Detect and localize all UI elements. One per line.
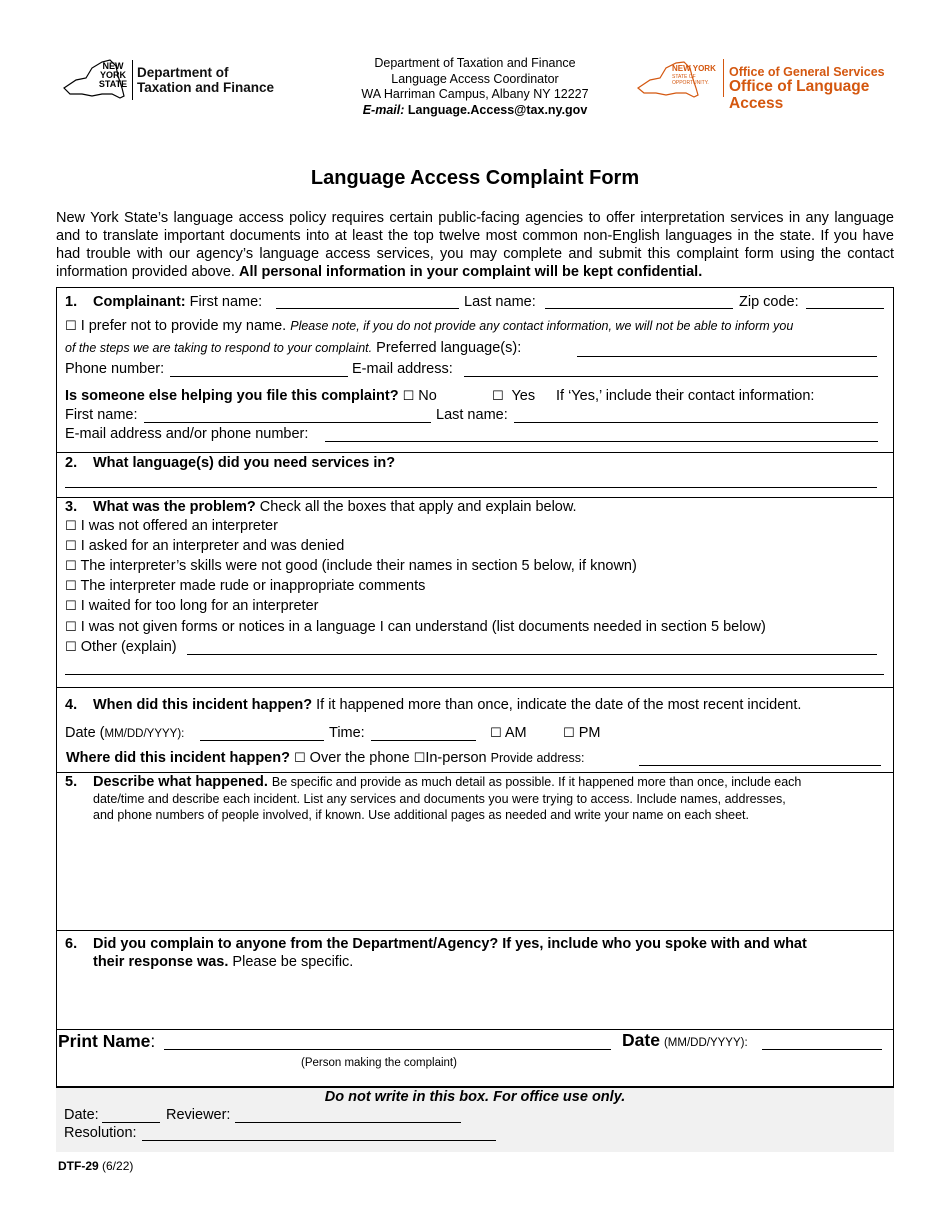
- nys-dtf-logo: NEW YORK STATE Department of Taxation and Finance: [62, 58, 282, 104]
- intro-text: New York State’s language access policy requires certain public-facing agencies to offer interpretation services in any language and to translate important documents into at least the top twelve most common non-English languages in the state. If you have had trouble with our agency’s language access services, you may complete and submit this complaint form using the contact information provided above.: [56, 210, 894, 280]
- pm-checkbox[interactable]: ☐: [563, 726, 575, 741]
- s1-pref-lang-field[interactable]: [577, 356, 877, 357]
- email-label: E-mail:: [362, 102, 405, 117]
- office-use-box: [56, 1086, 894, 1152]
- s5-num: 5.: [65, 774, 78, 790]
- s5-heading: Describe what happened.: [93, 774, 268, 790]
- contact-block: [330, 56, 620, 118]
- problem-item[interactable]: [65, 597, 318, 616]
- incident-time-field[interactable]: [371, 740, 476, 741]
- s1-if-yes-label: If ‘Yes,’ include their contact information:: [556, 388, 815, 404]
- s1-first-name-label: First name:: [189, 294, 263, 310]
- problem-item[interactable]: [65, 537, 344, 556]
- no-name-checkbox[interactable]: ☐: [65, 319, 77, 334]
- problem-checkbox[interactable]: ☐: [65, 539, 77, 554]
- s4-sub: If it happened more than once, indicate the date of the most recent incident.: [316, 697, 802, 713]
- s6-sub: Please be specific.: [232, 954, 354, 970]
- helper-last-name-label: Last name:: [436, 407, 508, 423]
- s1-email-label: E-mail address:: [352, 361, 453, 377]
- s1-last-name-label: Last name:: [464, 294, 536, 310]
- s6-num: 6.: [65, 936, 78, 952]
- form-rev: (6/22): [102, 1159, 134, 1173]
- contact-line2: Language Access Coordinator: [391, 71, 559, 86]
- print-name-colon: :: [150, 1031, 156, 1051]
- s1-phone-field[interactable]: [170, 376, 348, 377]
- s4-heading: When did this incident happen?: [93, 697, 313, 713]
- other-explain-field[interactable]: [187, 654, 877, 655]
- s1-note2: of the steps we are taking to respond to your complaint.: [65, 341, 373, 355]
- person-caption: (Person making the complaint): [301, 1057, 457, 1069]
- intro-bold: All personal information in your complaint will be kept confidential.: [238, 264, 703, 280]
- office-reviewer-field[interactable]: [235, 1122, 461, 1123]
- s5-line3: and phone numbers of people involved, if known. Use additional pages as needed and write your name on each sheet.: [93, 808, 749, 822]
- office-resolution-label: Resolution:: [64, 1125, 137, 1141]
- s4-date-format: MM/DD/YYYY: [104, 728, 178, 740]
- problem-item[interactable]: [65, 577, 425, 596]
- s1-no-name-label: I prefer not to provide my name.: [80, 318, 287, 334]
- s3-sub: Check all the boxes that apply and explain below.: [259, 499, 577, 515]
- problem-label: Other (explain): [80, 639, 177, 655]
- ogs-line2: Office of Language Access: [729, 78, 870, 112]
- s2-heading: What language(s) did you need services in?: [93, 455, 396, 471]
- ogs-line1: Office of General Services: [729, 65, 885, 79]
- s6-heading2: their response was.: [93, 954, 229, 970]
- am-checkbox[interactable]: ☐: [490, 726, 502, 741]
- print-name-label: Print Name: [58, 1031, 151, 1051]
- s4-where-label: Where did this incident happen?: [66, 750, 290, 766]
- problem-checkbox[interactable]: ☐: [65, 579, 77, 594]
- s4-date-close: ):: [177, 728, 185, 740]
- problem-label: The interpreter’s skills were not good (include their names in section 5 below, if known): [80, 558, 637, 574]
- s1-email-field[interactable]: [464, 376, 878, 377]
- s1-first-name-field[interactable]: [276, 308, 459, 309]
- s1-zip-field[interactable]: [806, 308, 884, 309]
- s3-num: 3.: [65, 499, 78, 515]
- over-phone-checkbox[interactable]: ☐: [293, 751, 306, 766]
- problem-checkbox[interactable]: ☐: [65, 640, 77, 655]
- ogs-logo: NEW YORK STATE OF OPPORTUNITY. Office of General Services Office of Language Access: [636, 58, 916, 102]
- problem-label: I was not offered an interpreter: [80, 518, 278, 534]
- office-resolution-field[interactable]: [142, 1140, 496, 1141]
- s6-heading1: Did you complain to anyone from the Department/Agency? If yes, include who you spoke with and what: [93, 936, 807, 952]
- page-title: Language Access Complaint Form: [310, 167, 640, 189]
- problem-item[interactable]: [65, 618, 766, 637]
- pm-label: PM: [578, 725, 601, 741]
- office-date-field[interactable]: [102, 1122, 160, 1123]
- am-label: AM: [504, 725, 527, 741]
- problem-checkbox[interactable]: ☐: [65, 519, 77, 534]
- problem-item[interactable]: [65, 517, 278, 536]
- s5-line2: date/time and describe each incident. List any services and documents you were trying to access. Include names, addresses,: [93, 792, 786, 806]
- office-reviewer-label: Reviewer:: [166, 1107, 231, 1123]
- s1-note1: Please note, if you do not provide any contact information, we will not be able to inform you: [290, 319, 794, 333]
- helper-no-label: No: [418, 388, 437, 404]
- problem-label: The interpreter made rude or inappropriate comments: [80, 578, 426, 594]
- incident-date-field[interactable]: [200, 740, 324, 741]
- helper-contact-field[interactable]: [325, 441, 878, 442]
- print-name-field[interactable]: [164, 1049, 611, 1050]
- helper-first-name-field[interactable]: [144, 422, 431, 423]
- problem-label: I asked for an interpreter and was denied: [80, 538, 345, 554]
- problem-checkbox[interactable]: ☐: [65, 599, 77, 614]
- sign-date-format: (MM/DD/YYYY):: [663, 1037, 748, 1049]
- s4-date-label: Date (: [65, 725, 105, 741]
- helper-yes-checkbox[interactable]: ☐: [492, 389, 504, 404]
- office-date-label: Date:: [64, 1107, 99, 1123]
- s1-pref-lang-label: Preferred language(s):: [376, 340, 522, 356]
- s2-answer-field[interactable]: [65, 487, 877, 488]
- contact-email[interactable]: Language.Access@tax.ny.gov: [407, 102, 588, 117]
- intro-paragraph: [56, 209, 894, 281]
- s6-answer-area[interactable]: [60, 975, 890, 1025]
- helper-no-checkbox[interactable]: ☐: [402, 389, 415, 404]
- incident-address-field[interactable]: [639, 765, 881, 766]
- other-explain-field-2[interactable]: [65, 674, 884, 675]
- problem-item[interactable]: [65, 557, 637, 576]
- s4-num: 4.: [65, 697, 78, 713]
- agency-name-line2: Taxation and Finance: [137, 80, 275, 95]
- s1-zip-label: Zip code:: [739, 294, 799, 310]
- form-id: DTF-29: [58, 1159, 99, 1173]
- sign-date-field[interactable]: [762, 1049, 882, 1050]
- s4-time-label: Time:: [329, 725, 365, 741]
- problem-label: I was not given forms or notices in a language I can understand (list documents needed in section 5 below): [80, 619, 766, 635]
- s4-address-label: Provide address:: [490, 751, 585, 765]
- contact-line1: Department of Taxation and Finance: [374, 56, 576, 70]
- agency-name-line1: Department of: [137, 65, 229, 80]
- s3-heading: What was the problem?: [93, 499, 256, 515]
- problem-item[interactable]: [65, 638, 177, 657]
- sign-date-label: Date: [622, 1030, 660, 1050]
- contact-line3: WA Harriman Campus, Albany NY 12227: [361, 87, 589, 101]
- s1-heading: Complainant:: [93, 294, 186, 310]
- office-heading: Do not write in this box. For office use only.: [324, 1089, 626, 1105]
- helper-last-name-field[interactable]: [514, 422, 878, 423]
- s2-num: 2.: [65, 455, 78, 471]
- problem-label: I waited for too long for an interpreter: [80, 598, 319, 614]
- s1-last-name-field[interactable]: [545, 308, 733, 309]
- s1-num: 1.: [65, 294, 78, 310]
- s5-line1: Be specific and provide as much detail as possible. If it happened more than once, include each: [271, 775, 802, 789]
- problem-checkbox[interactable]: ☐: [65, 559, 77, 574]
- s1-helper-question: Is someone else helping you file this complaint?: [65, 388, 399, 404]
- in-person-label: In-person: [425, 750, 487, 766]
- helper-first-name-label: First name:: [65, 407, 138, 423]
- s1-phone-label: Phone number:: [65, 361, 165, 377]
- problem-checkbox[interactable]: ☐: [65, 620, 77, 635]
- helper-contact-label: E-mail address and/or phone number:: [65, 426, 309, 442]
- in-person-checkbox[interactable]: ☐: [413, 751, 426, 766]
- s5-answer-area[interactable]: [60, 826, 890, 926]
- over-phone-label: Over the phone: [309, 750, 410, 766]
- helper-yes-label: Yes: [511, 388, 536, 404]
